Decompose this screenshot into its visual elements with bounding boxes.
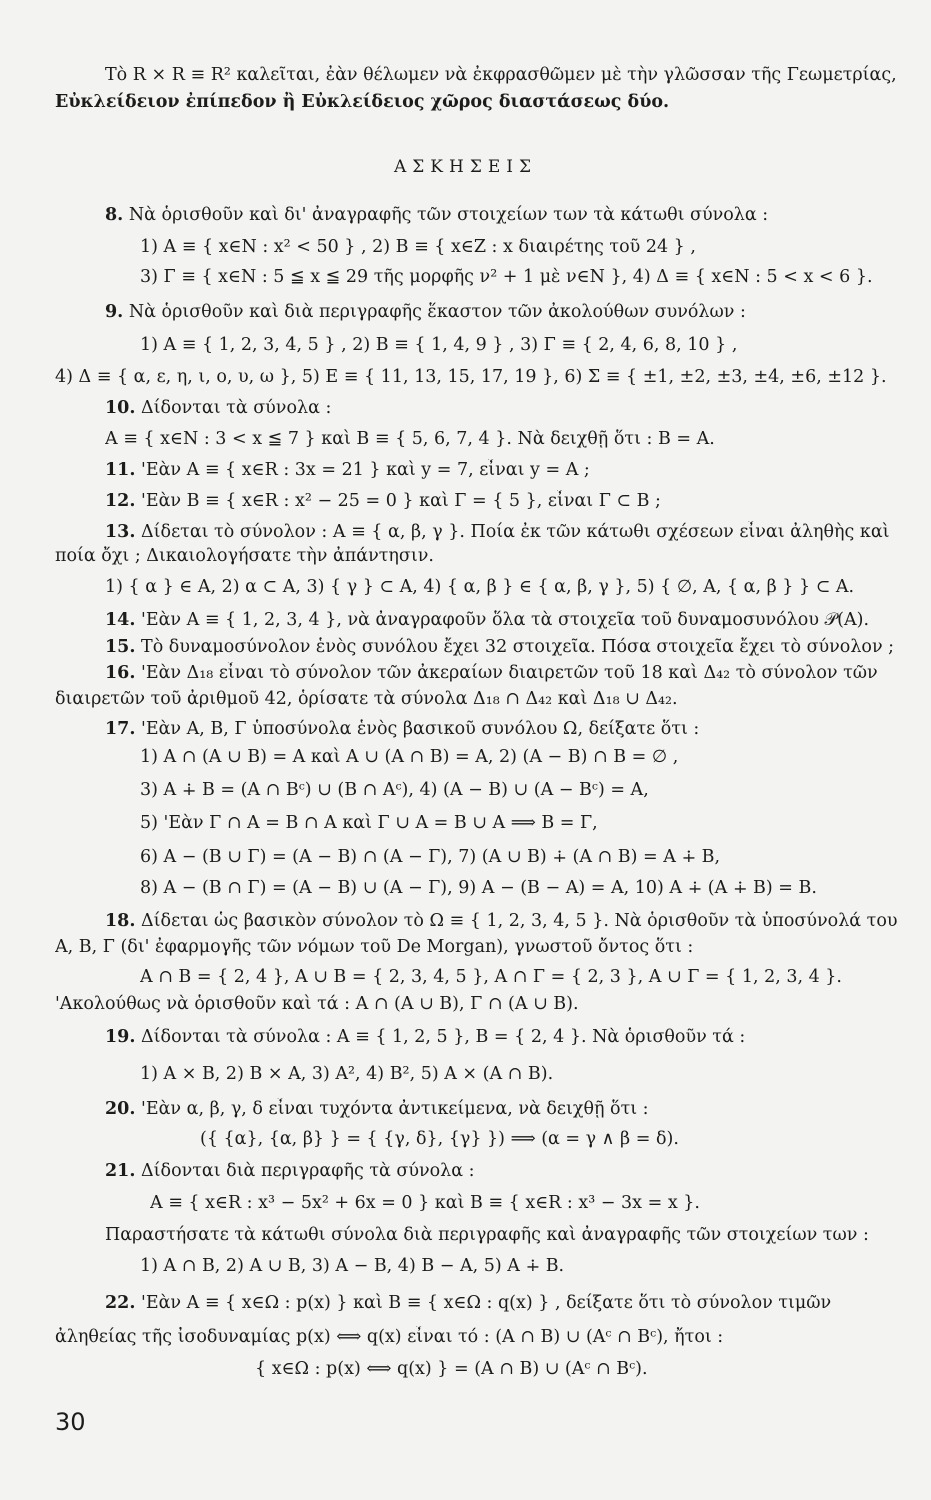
exercise-text: Δίδονται τὰ σύνολα : A ≡ { 1, 2, 5 }, B = { 2, 4 }. Νὰ ὁρισθοῦν τά : [141, 1027, 746, 1047]
exercise-13-line-3: 1) { α } ∈ A, 2) α ⊂ A, 3) { γ } ⊂ A, 4) { α, β } ∈ { α, β, γ }, 5) { ∅, A, { α, β } } ⊂ A. [105, 577, 855, 597]
exercise-number: 17. [105, 719, 136, 739]
exercise-number: 22. [105, 1293, 136, 1313]
exercise-text: Νὰ ὁρισθοῦν καὶ διὰ περιγραφῆς ἕκαστον τῶν ἀκολούθων συνόλων : [128, 302, 746, 322]
exercise-number: 18. [105, 911, 136, 931]
exercise-number: 16. [105, 663, 136, 683]
exercise-20 [105, 1098, 925, 1120]
exercise-text: 'Εὰν A, B, Γ ὑποσύνολα ἑνὸς βασικοῦ συνόλου Ω, δείξατε ὅτι : [141, 719, 700, 739]
exercise-number: 21. [105, 1161, 136, 1181]
exercise-21-line-4: 1) A ∩ B, 2) A ∪ B, 3) A − B, 4) B − A, 5) A ∔ B. [140, 1256, 565, 1276]
exercise-17-line-6: 8) A − (B ∩ Γ) = (A − B) ∪ (A − Γ), 9) A − (B − A) = A, 10) A ∔ (A ∔ B) = B. [140, 878, 817, 898]
exercise-text: 'Εὰν B ≡ { x∈R : x² − 25 = 0 } καὶ Γ = { 5 }, εἶναι Γ ⊂ B ; [141, 491, 661, 511]
exercise-number: 9. [105, 302, 124, 322]
exercise-13-line-2: ποία ὄχι ; Δικαιολογήσατε τὴν ἀπάντησιν. [55, 546, 434, 566]
exercise-number: 13. [105, 522, 136, 542]
exercise-text: 'Εὰν α, β, γ, δ εἶναι τυχόντα ἀντικείμενα, νὰ δειχθῇ ὅτι : [141, 1099, 649, 1119]
exercise-13 [105, 521, 925, 543]
exercise-text: Νὰ ὁρισθοῦν καὶ δι' ἀναγραφῆς τῶν στοιχείων των τὰ κάτωθι σύνολα : [128, 205, 769, 225]
exercise-21-line-3: Παραστήσατε τὰ κάτωθι σύνολα διὰ περιγραφῆς καὶ ἀναγραφῆς τῶν στοιχείων των : [105, 1225, 869, 1245]
exercise-14 [105, 609, 925, 631]
exercise-15 [105, 636, 925, 658]
exercise-8-line-2: 1) A ≡ { x∈N : x² < 50 } , 2) B ≡ { x∈Z : x διαιρέτης τοῦ 24 } , [140, 237, 696, 257]
exercise-22-line-3: { x∈Ω : p(x) ⟺ q(x) } = (A ∩ B) ∪ (Aᶜ ∩ Bᶜ). [255, 1359, 648, 1379]
exercise-number: 8. [105, 205, 124, 225]
exercise-17-line-2: 1) A ∩ (A ∪ B) = A καὶ A ∪ (A ∩ B) = A, 2) (A − B) ∩ B = ∅ , [140, 747, 679, 767]
exercise-number: 15. [105, 637, 136, 657]
exercise-text: 'Εὰν A ≡ { x∈R : 3x = 21 } καὶ y = 7, εἶναι y = A ; [141, 460, 590, 480]
exercise-21-line-2: A ≡ { x∈R : x³ − 5x² + 6x = 0 } καὶ B ≡ { x∈R : x³ − 3x = x }. [150, 1193, 700, 1213]
exercise-21 [105, 1160, 925, 1182]
exercise-number: 12. [105, 491, 136, 511]
exercise-16 [105, 662, 925, 684]
page-number: 30 [55, 1408, 86, 1436]
exercise-number: 14. [105, 610, 136, 630]
exercise-22 [105, 1292, 925, 1314]
exercise-9 [105, 301, 925, 323]
exercise-9-line-2: 1) A ≡ { 1, 2, 3, 4, 5 } , 2) B ≡ { 1, 4, 9 } , 3) Γ ≡ { 2, 4, 6, 8, 10 } , [140, 335, 738, 355]
exercise-9-line-3: 4) Δ ≡ { α, ε, η, ι, ο, υ, ω }, 5) E ≡ { 11, 13, 15, 17, 19 }, 6) Σ ≡ { ±1, ±2, ±3, ±4, ±6, ±12 }. [55, 367, 887, 387]
intro-line-2: Εὐκλείδειον ἐπίπεδον ἢ Εὐκλείδειος χῶρος διαστάσεως δύο. [55, 92, 670, 112]
exercise-12 [105, 490, 925, 512]
exercise-text: Δίδεται ὡς βασικὸν σύνολον τὸ Ω ≡ { 1, 2, 3, 4, 5 }. Νὰ ὁρισθοῦν τὰ ὑποσύνολά του [141, 911, 898, 931]
exercise-18-line-2: A, B, Γ (δι' ἐφαρμογῆς τῶν νόμων τοῦ De Morgan), γνωστοῦ ὄντος ὅτι : [55, 937, 694, 957]
exercise-19 [105, 1026, 925, 1048]
exercise-11 [105, 459, 925, 481]
intro-line-1: Τὸ R × R ≡ R² καλεῖται, ἐὰν θέλωμεν νὰ ἐκφρασθῶμεν μὲ τὴν γλῶσσαν τῆς Γεωμετρίας, [105, 65, 897, 85]
exercise-8 [105, 204, 925, 226]
exercise-text: 'Εὰν A ≡ { x∈Ω : p(x) } καὶ B ≡ { x∈Ω : q(x) } , δείξατε ὅτι τὸ σύνολον τιμῶν [141, 1293, 832, 1313]
exercise-text: Δίδονται τὰ σύνολα : [141, 398, 332, 418]
exercise-18-line-4: 'Ακολούθως νὰ ὁρισθοῦν καὶ τά : A ∩ (A ∪ B), Γ ∩ (A ∪ B). [55, 994, 579, 1014]
exercise-number: 19. [105, 1027, 136, 1047]
exercise-22-line-2: ἀληθείας τῆς ἰσοδυναμίας p(x) ⟺ q(x) εἶναι τό : (A ∩ B) ∪ (Aᶜ ∩ Bᶜ), ἤτοι : [55, 1327, 724, 1347]
exercise-text: 'Εὰν A ≡ { 1, 2, 3, 4 }, νὰ ἀναγραφοῦν ὅλα τὰ στοιχεῖα τοῦ δυναμοσυνόλου 𝒫(A). [141, 610, 870, 630]
exercise-17 [105, 718, 925, 740]
exercise-text: Δίδονται διὰ περιγραφῆς τὰ σύνολα : [141, 1161, 475, 1181]
exercise-20-line-2: ({ {α}, {α, β} } = { {γ, δ}, {γ} }) ⟹ (α = γ ∧ β = δ). [200, 1129, 679, 1149]
exercise-17-line-3: 3) A ∔ B = (A ∩ Bᶜ) ∪ (B ∩ Aᶜ), 4) (A − B) ∪ (A − Bᶜ) = A, [140, 780, 649, 800]
exercise-18 [105, 910, 925, 932]
exercise-text: Δίδεται τὸ σύνολον : A ≡ { α, β, γ }. Ποία ἐκ τῶν κάτωθι σχέσεων εἶναι ἀληθὴς καὶ [141, 522, 890, 542]
exercise-text: 'Εὰν Δ₁₈ εἶναι τὸ σύνολον τῶν ἀκεραίων διαιρετῶν τοῦ 18 καὶ Δ₄₂ τὸ σύνολον τῶν [141, 663, 878, 683]
exercise-number: 10. [105, 398, 136, 418]
exercise-number: 11. [105, 460, 136, 480]
exercise-16-line-2: διαιρετῶν τοῦ ἀριθμοῦ 42, ὁρίσατε τὰ σύνολα Δ₁₈ ∩ Δ₄₂ καὶ Δ₁₈ ∪ Δ₄₂. [55, 689, 678, 709]
section-heading: ΑΣΚΗΣΕΙΣ [394, 157, 537, 177]
exercise-17-line-5: 6) A − (B ∪ Γ) = (A − B) ∩ (A − Γ), 7) (A ∪ B) ∔ (A ∩ B) = A ∔ B, [140, 847, 721, 867]
exercise-18-line-3: A ∩ B = { 2, 4 }, A ∪ B = { 2, 3, 4, 5 }, A ∩ Γ = { 2, 3 }, A ∪ Γ = { 1, 2, 3, 4 }. [140, 967, 842, 987]
exercise-8-line-3: 3) Γ ≡ { x∈N : 5 ≦ x ≦ 29 τῆς μορφῆς ν² + 1 μὲ ν∈N }, 4) Δ ≡ { x∈N : 5 < x < 6 }. [140, 267, 873, 287]
exercise-number: 20. [105, 1099, 136, 1119]
exercise-19-line-2: 1) A × B, 2) B × A, 3) A², 4) B², 5) A × (A ∩ B). [140, 1064, 554, 1084]
exercise-17-line-4: 5) 'Εὰν Γ ∩ A = B ∩ A καὶ Γ ∪ A = B ∪ A ⟹ B = Γ, [140, 813, 598, 833]
exercise-text: Τὸ δυναμοσύνολον ἑνὸς συνόλου ἔχει 32 στοιχεῖα. Πόσα στοιχεῖα ἔχει τὸ σύνολον ; [141, 637, 895, 657]
exercise-10 [105, 397, 925, 419]
exercise-10-line-2: A ≡ { x∈N : 3 < x ≦ 7 } καὶ B ≡ { 5, 6, 7, 4 }. Νὰ δειχθῇ ὅτι : B = A. [105, 429, 715, 449]
